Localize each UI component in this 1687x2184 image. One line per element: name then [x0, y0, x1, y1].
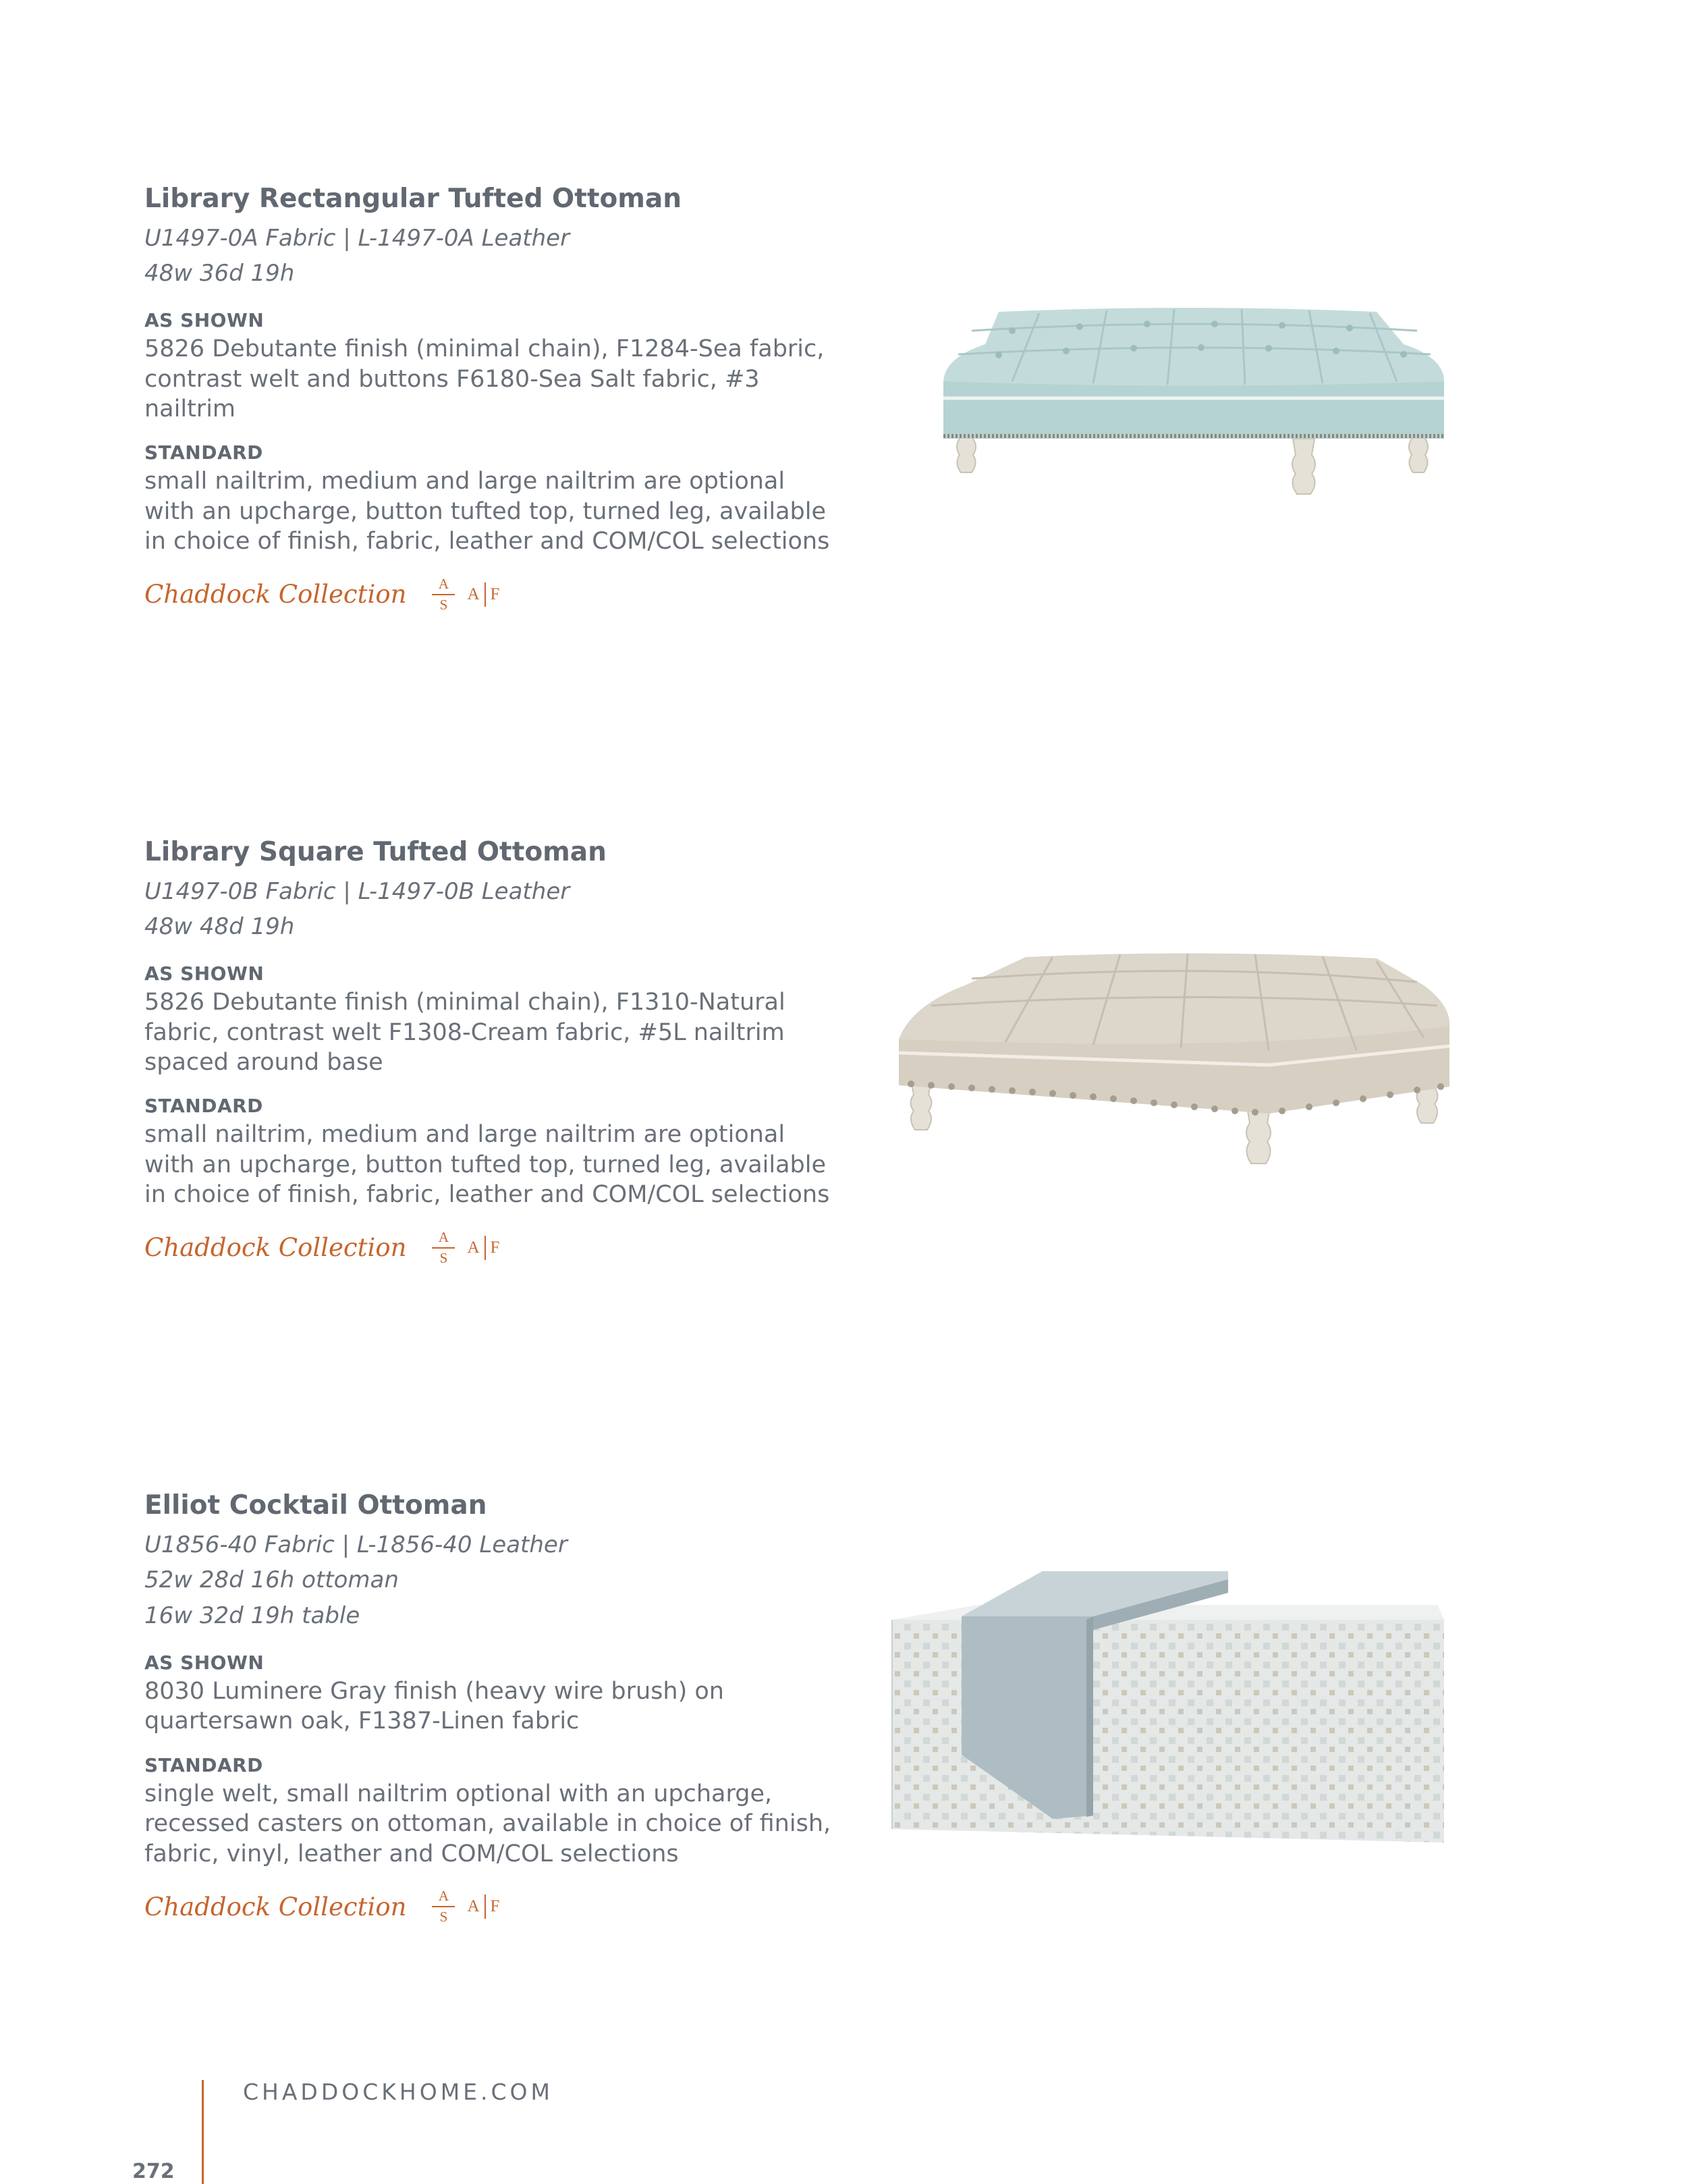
as-shown-label: AS SHOWN [144, 1651, 265, 1674]
product-title: Library Square Tufted Ottoman [144, 837, 607, 867]
as-shown-text: 8030 Luminere Gray finish (heavy wire brush) on quartersawn oak, F1387-Linen fabric [144, 1677, 724, 1735]
collection-name: Chaddock Collection [144, 1233, 407, 1263]
collection-name: Chaddock Collection [144, 1892, 407, 1921]
standard-text: single welt, small nailtrim optional with an upcharge, recessed casters on ottoman, available in choice of finish, fabric, vinyl, leather and COM/COL selections [144, 1780, 831, 1867]
page-number: 272 [132, 2160, 175, 2183]
standard-text: small nailtrim, medium and large nailtrim are optional with an upcharge, button tufted top, turned leg, available in choice of finish, fabric, leather and COM/COL selections [144, 468, 830, 555]
standard-text: small nailtrim, medium and large nailtrim are optional with an upcharge, button tufted top, turned leg, available in choice of finish, fabric, leather and COM/COL selections [144, 1121, 830, 1209]
collection-line [144, 577, 887, 612]
product-dimensions: 48w 48d 19h [144, 913, 295, 941]
standard-label: STANDARD [144, 1753, 263, 1776]
product-library-square [144, 837, 887, 1265]
product-elliot-cocktail [144, 1490, 887, 1924]
asaf-logo: $\frac{A}{S}$ A F [432, 1230, 499, 1265]
asaf-logo: $\frac{A}{S}$ A F [432, 577, 499, 612]
as-shown-text: 5826 Debutante finish (minimal chain), F1284-Sea fabric, contrast welt and buttons F6180-Sea Salt fabric, #3 nailtrim [144, 335, 825, 423]
rectangular-ottoman-image [931, 304, 1458, 540]
asaf-logo: $\frac{A}{S}$ A F [432, 1889, 499, 1924]
product-sku: U1497-0B Fabric | L-1497-0B Leather [144, 877, 570, 905]
product-sku: U1497-0A Fabric | L-1497-0A Leather [144, 224, 570, 252]
product-library-rectangular [144, 184, 887, 612]
product-title: Library Rectangular Tufted Ottoman [144, 184, 682, 214]
square-ottoman-image [891, 952, 1458, 1201]
product-dimensions-table: 16w 32d 19h table [144, 1602, 360, 1630]
collection-line [144, 1230, 887, 1265]
collection-line [144, 1889, 887, 1924]
standard-label: STANDARD [144, 441, 263, 464]
elliot-ottoman-image [884, 1566, 1451, 1849]
footer-accent-line [202, 2080, 204, 2184]
as-shown-label: AS SHOWN [144, 962, 265, 985]
as-shown-text: 5826 Debutante finish (minimal chain), F1310-Natural fabric, contrast welt F1308-Cream fabric, #5L nailtrim spaced around base [144, 989, 785, 1076]
footer-website: CHADDOCKHOME.COM [243, 2079, 553, 2105]
product-dimensions: 48w 36d 19h [144, 260, 295, 288]
standard-label: STANDARD [144, 1095, 263, 1118]
product-title: Elliot Cocktail Ottoman [144, 1490, 487, 1521]
as-shown-label: AS SHOWN [144, 309, 265, 332]
product-sku: U1856-40 Fabric | L-1856-40 Leather [144, 1531, 568, 1558]
product-dimensions: 52w 28d 16h ottoman [144, 1566, 399, 1594]
collection-name: Chaddock Collection [144, 580, 407, 609]
